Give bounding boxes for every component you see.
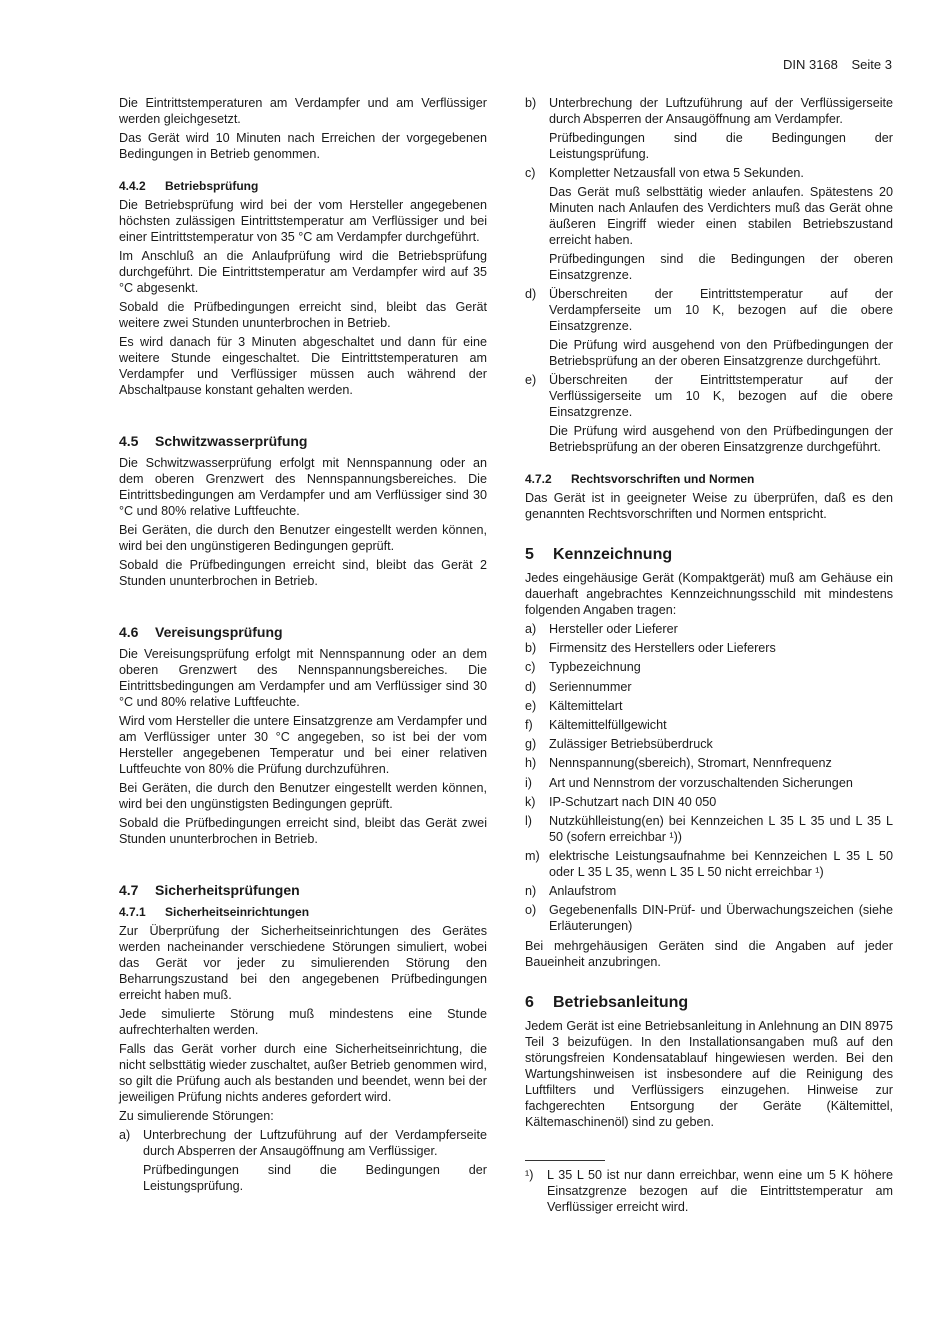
list-label: h) [525,756,537,771]
list-item [525,755,893,771]
list-item [525,679,893,695]
paragraph: Jedem Gerät ist eine Betriebsanleitung in Anlehnung an DIN 8975 Teil 3 beizufügen. In den Installationsangaben muß auf den störungsfreien Kondensatablauf hingewiesen werden. Bei den Wartungshinweisen ist insbesondere auf die Reinigung des Luftfilters und Verflüssigers einzugehen. Hinweise zur fachgerechten Entsorgung der Geräte (Kältemittel, Kältemaschinenöl) sind zu geben. [525,1018,893,1129]
list-item [525,717,893,733]
paragraph: Die Vereisungsprüfung erfolgt mit Nennspannung oder an dem oberen Grenzwert des Nennspannungsbereiches. Die Eintrittsbedingungen am Verdampfer und am Verflüssiger sind 30 °C und 80% relative Luftfeuchte. [119,647,487,709]
list-item [525,813,893,845]
list-text: Firmensitz des Herstellers oder Lieferers [549,641,776,656]
page-number: Seite 3 [851,57,892,72]
paragraph: Zur Überprüfung der Sicherheitseinrichtungen des Gerätes werden nacheinander verschiedene Störungen simuliert, wobei das Gerät vor jeder zu simulierenden Störung den Beharrungszustand bei den angegebenen Prüfbedingungen erreicht haben muß. [119,924,487,1002]
paragraph: Wird vom Hersteller die untere Einsatzgrenze am Verdampfer und am Verflüssiger unter 30 °C angegeben, so ist bei der vom Hersteller angegebenen Temperatur und bei einer relativen Luftfeuchte von 80% die Prüfung durchzuführen. [119,714,487,776]
list-label: l) [525,813,532,828]
list-label: e) [525,698,537,713]
paragraph: Im Anschluß an die Anlaufprüfung wird die Betriebsprüfung durchgeführt. Die Eintrittstemperatur am Verdampfer wird auf 35 °C abgesenkt. [119,249,487,295]
marking-list [525,621,893,934]
paragraph: Die Eintrittstemperaturen am Verdampfer und am Verflüssiger werden gleichgesetzt. [119,96,487,126]
list-item [525,794,893,810]
paragraph: Die Prüfung wird ausgehend von den Prüfbedingungen der Betriebsprüfung an der oberen Einsatzgrenze durchgeführt. [549,424,893,454]
paragraph: Bei Geräten, die durch den Benutzer eingestellt werden können, wird bei den ungünstigsten Bedingungen geprüft. [119,781,487,811]
paragraph: Die Schwitzwasserprüfung erfolgt mit Nennspannung oder an dem oberen Grenzwert des Nennspannungsbereiches. Die Eintrittsbedingungen am Verdampfer und am Verflüssiger sind 30 °C und 80% relative Luftfeuchte. [119,456,487,518]
list-label: e) [525,373,537,387]
paragraph: Zu simulierende Störungen: [119,1109,274,1123]
list-label: c) [525,166,536,180]
list-item [525,95,893,127]
list-item [525,698,893,714]
list-label: f) [525,717,533,732]
paragraph: Das Gerät muß selbsttätig wieder anlaufen. Spätestens 20 Minuten nach Anlaufen des Verdichters muß das Gerät ohne äußeren Eingriff wieder einen stabilen Betriebszustand erreicht haben. [549,185,893,247]
list-text: Nutzkühlleistung(en) bei Kennzeichen L 35 L 35 und L 35 L 50 (sofern erreichbar ¹)) [549,813,893,844]
list-text: IP-Schutzart nach DIN 40 050 [549,794,717,809]
list-label: k) [525,794,536,809]
right-column [525,95,893,1215]
list-label: c) [525,660,536,675]
section-heading-4-4-2: 4.4.2 Betriebsprüfung [119,179,259,193]
paragraph: Prüfbedingungen sind die Bedingungen der Leistungsprüfung. [549,131,893,161]
left-column [119,95,487,1197]
page-header [773,57,892,72]
list-item [525,659,893,675]
document-number: DIN 3168 [782,57,838,72]
list-text: Seriennummer [549,679,632,694]
list-item [525,640,893,656]
paragraph: Falls das Gerät vorher durch eine Sicherheitseinrichtung, die nicht selbsttätig wieder zuschaltet, außer Betrieb genommen wird, so gilt die Prüfung auch als bestanden und beendet, wenn bei der jeweiligen Prüfung nichts anderes gefordert wird. [119,1042,487,1104]
list-label: g) [525,737,537,752]
list-text: Kältemittelfüllgewicht [549,717,667,732]
section-heading-6: 6 Betriebsanleitung [525,993,689,1011]
paragraph: Bei mehrgehäusigen Geräten sind die Angaben auf jeder Baueinheit anzubringen. [525,938,893,969]
footnote-divider [525,1160,605,1161]
list-text: Anlaufstrom [549,884,617,899]
list-text: Überschreiten der Eintrittstemperatur auf der Verflüssigerseite um 10 K, bezogen auf die obere Einsatzgrenze. [549,373,893,419]
list-label: o) [525,903,537,918]
list-text: Hersteller oder Lieferer [549,622,678,636]
section-heading-4-7-2: 4.7.2 Rechtsvorschriften und Normen [525,472,755,486]
list-item [525,775,893,791]
list-label: n) [525,884,537,899]
section-heading-4-7: 4.7 Sicherheitsprüfungen [119,882,300,898]
paragraph: Das Gerät ist in geeigneter Weise zu überprüfen, daß es den genannten Rechtsvorschriften und Normen entspricht. [525,491,893,521]
section-heading-5: 5 Kennzeichnung [525,546,673,563]
list-text: Kältemittelart [549,698,623,713]
list-label: a) [525,622,537,636]
list-text: Art und Nennstrom der vorzuschaltenden Sicherungen [549,775,853,790]
paragraph: Prüfbedingungen sind die Bedingungen der oberen Einsatzgrenze. [549,252,893,282]
footnote-label: ¹) [525,1167,534,1182]
paragraph: Es wird danach für 3 Minuten abgeschaltet und dann für eine weitere Stunde eingeschaltet. Die Eintrittstemperaturen am Verdampfer und Verflüssiger müssen auch während der Abschaltpause konstant gehalten werden. [119,335,487,397]
list-text: Überschreiten der Eintrittstemperatur auf der Verdampferseite um 10 K, bezogen auf die obere Einsatzgrenze. [549,287,893,333]
section-heading-4-5: 4.5 Schwitzwasserprüfung [119,433,308,449]
footnote [525,1167,893,1215]
list-item [525,165,893,181]
list-text: Unterbrechung der Luftzuführung auf der Verflüssigerseite durch Absperren der Ansaugöffnung am Verdampfer. [549,96,893,126]
list-item [525,286,893,334]
list-text: Typbezeichnung [549,660,641,675]
list-text: elektrische Leistungsaufnahme bei Kennzeichen L 35 L 50 oder L 35 L 35, wenn L 35 L 50 nicht erreichbar ¹) [549,849,893,880]
paragraph: Die Prüfung wird ausgehend von den Prüfbedingungen der Betriebsprüfung an der oberen Einsatzgrenze durchgeführt. [549,338,893,368]
paragraph: Das Gerät wird 10 Minuten nach Erreichen der vorgegebenen Bedingungen in Betrieb genommen. [119,131,487,161]
list-item [525,736,893,752]
list-text: Gegebenenfalls DIN-Prüf- und Überwachungszeichen (siehe Erläuterungen) [549,903,893,934]
paragraph: Jedes eingehäusige Gerät (Kompaktgerät) muß am Gehäuse ein dauerhaft angebrachtes Kennzeichnungsschild mit mindestens folgenden Angaben tragen: [525,571,893,617]
paragraph: Sobald die Prüfbedingungen erreicht sind, bleibt das Gerät 2 Stunden ununterbrochen in Betrieb. [119,558,487,588]
paragraph: Sobald die Prüfbedingungen erreicht sind, bleibt das Gerät zwei Stunden ununterbrochen in Betrieb. [119,816,487,846]
list-label: b) [525,96,537,110]
list-label: m) [525,849,540,864]
list-text: Unterbrechung der Luftzuführung auf der Verdampferseite durch Absperren der Ansaugöffnung am Verflüssiger. [143,1128,487,1158]
list-item [525,902,893,934]
list-label: d) [525,679,537,694]
list-label: a) [119,1128,131,1142]
paragraph: Die Betriebsprüfung wird bei der vom Hersteller angegebenen höchsten zulässigen Eintrittstemperatur am Verflüssiger und bei einer Eintrittstemperatur von 35 °C am Verdampfer durchgeführt. [119,198,487,244]
list-item [525,848,893,880]
paragraph: Jede simulierte Störung muß mindestens eine Stunde aufrechterhalten werden. [119,1007,487,1037]
list-item [525,372,893,420]
list-text: Nennspannung(sbereich), Stromart, Nennfrequenz [549,756,832,771]
section-heading-4-6: 4.6 Vereisungsprüfung [119,624,283,640]
paragraph: Bei Geräten, die durch den Benutzer eingestellt werden können, wird bei den ungünstigeren Bedingungen geprüft. [119,523,487,553]
list-label: i) [525,775,532,790]
paragraph: Sobald die Prüfbedingungen erreicht sind, bleibt das Gerät weitere zwei Stunden ununterbrochen in Betrieb. [119,300,487,330]
list-label: d) [525,287,537,301]
list-label: b) [525,641,537,656]
list-item [525,621,893,637]
footnote-text: L 35 L 50 ist nur dann erreichbar, wenn eine um 5 K höhere Einsatzgrenze bezogen auf die Eintrittstemperatur am Verflüssiger erreicht wird. [547,1167,893,1214]
paragraph: Prüfbedingungen sind die Bedingungen der Leistungsprüfung. [143,1163,487,1193]
section-heading-4-7-1: 4.7.1 Sicherheitseinrichtungen [119,905,310,919]
list-text: Zulässiger Betriebsüberdruck [549,737,713,752]
list-item [119,1127,487,1159]
list-text: Kompletter Netzausfall von etwa 5 Sekunden. [549,166,804,180]
list-item [525,883,893,899]
